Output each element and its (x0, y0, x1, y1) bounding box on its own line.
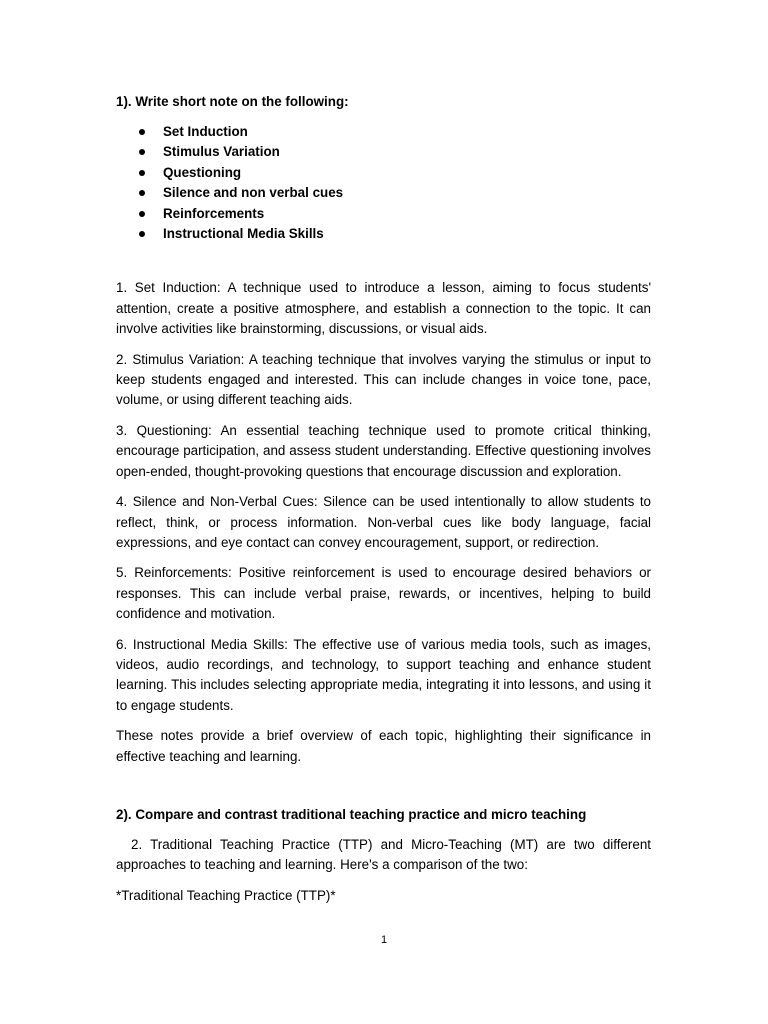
bullet-icon (139, 149, 145, 155)
answer-silence-non-verbal-cues: 4. Silence and Non-Verbal Cues: Silence can be used intentionally to allow students to reflect, think, or process information. Non-verbal cues like body language, facial expressions, and eye contact can convey encouragement, support, or redirection. (116, 494, 651, 550)
bullet-icon (139, 129, 145, 135)
answer-instructional-media-skills: 6. Instructional Media Skills: The effective use of various media tools, such as images, videos, audio recordings, and technology, to support teaching and enhance student learning. This includes selecting appropriate media, integrating it into lessons, and using it to engage students. (116, 636, 651, 713)
bullet-icon (139, 231, 145, 237)
bullet-icon (139, 211, 145, 217)
comparison-intro: 2. Traditional Teaching Practice (TTP) and Micro-Teaching (MT) are two different approaches to teaching and learning. Here's a comparison of the two: (116, 836, 651, 873)
question-2-heading: 2). Compare and contrast traditional teaching practice and micro teaching (116, 806, 587, 822)
question-1-heading: 1). Write short note on the following: (116, 94, 349, 109)
bullet-icon (139, 190, 145, 196)
list-item: Stimulus Variation (139, 142, 651, 162)
page-number: 1 (380, 934, 388, 946)
list-item: Set Induction (139, 122, 651, 142)
ttp-subheading: *Traditional Teaching Practice (TTP)* (116, 887, 336, 903)
list-item: Instructional Media Skills (139, 224, 651, 244)
list-item: Reinforcements (139, 204, 651, 224)
answer-questioning: 3. Questioning: An essential teaching technique used to promote critical thinking, encourage participation, and assess student understanding. Effective questioning involves open-ended, thought-provoking questions that encourage discussion and exploration. (116, 422, 651, 479)
list-item: Silence and non verbal cues (139, 183, 651, 203)
bullet-icon (139, 170, 145, 176)
answer-set-induction: 1. Set Induction: A technique used to introduce a lesson, aiming to focus students' attention, create a positive atmosphere, and establish a connection to the topic. It can involve activities like brainstorming, discussions, or visual aids. (116, 280, 651, 337)
answer-reinforcements: 5. Reinforcements: Positive reinforcement is used to encourage desired behaviors or responses. This can include verbal praise, rewards, or incentives, helping to build confidence and motivation. (116, 565, 651, 622)
topic-list (116, 122, 651, 244)
list-item: Questioning (139, 163, 651, 183)
summary-paragraph: These notes provide a brief overview of each topic, highlighting their significance in effective teaching and learning. (116, 728, 651, 764)
document-page (116, 92, 651, 906)
answer-stimulus-variation: 2. Stimulus Variation: A teaching technique that involves varying the stimulus or input to keep students engaged and interested. This can include changes in voice tone, pace, volume, or using different teaching aids. (116, 351, 651, 408)
